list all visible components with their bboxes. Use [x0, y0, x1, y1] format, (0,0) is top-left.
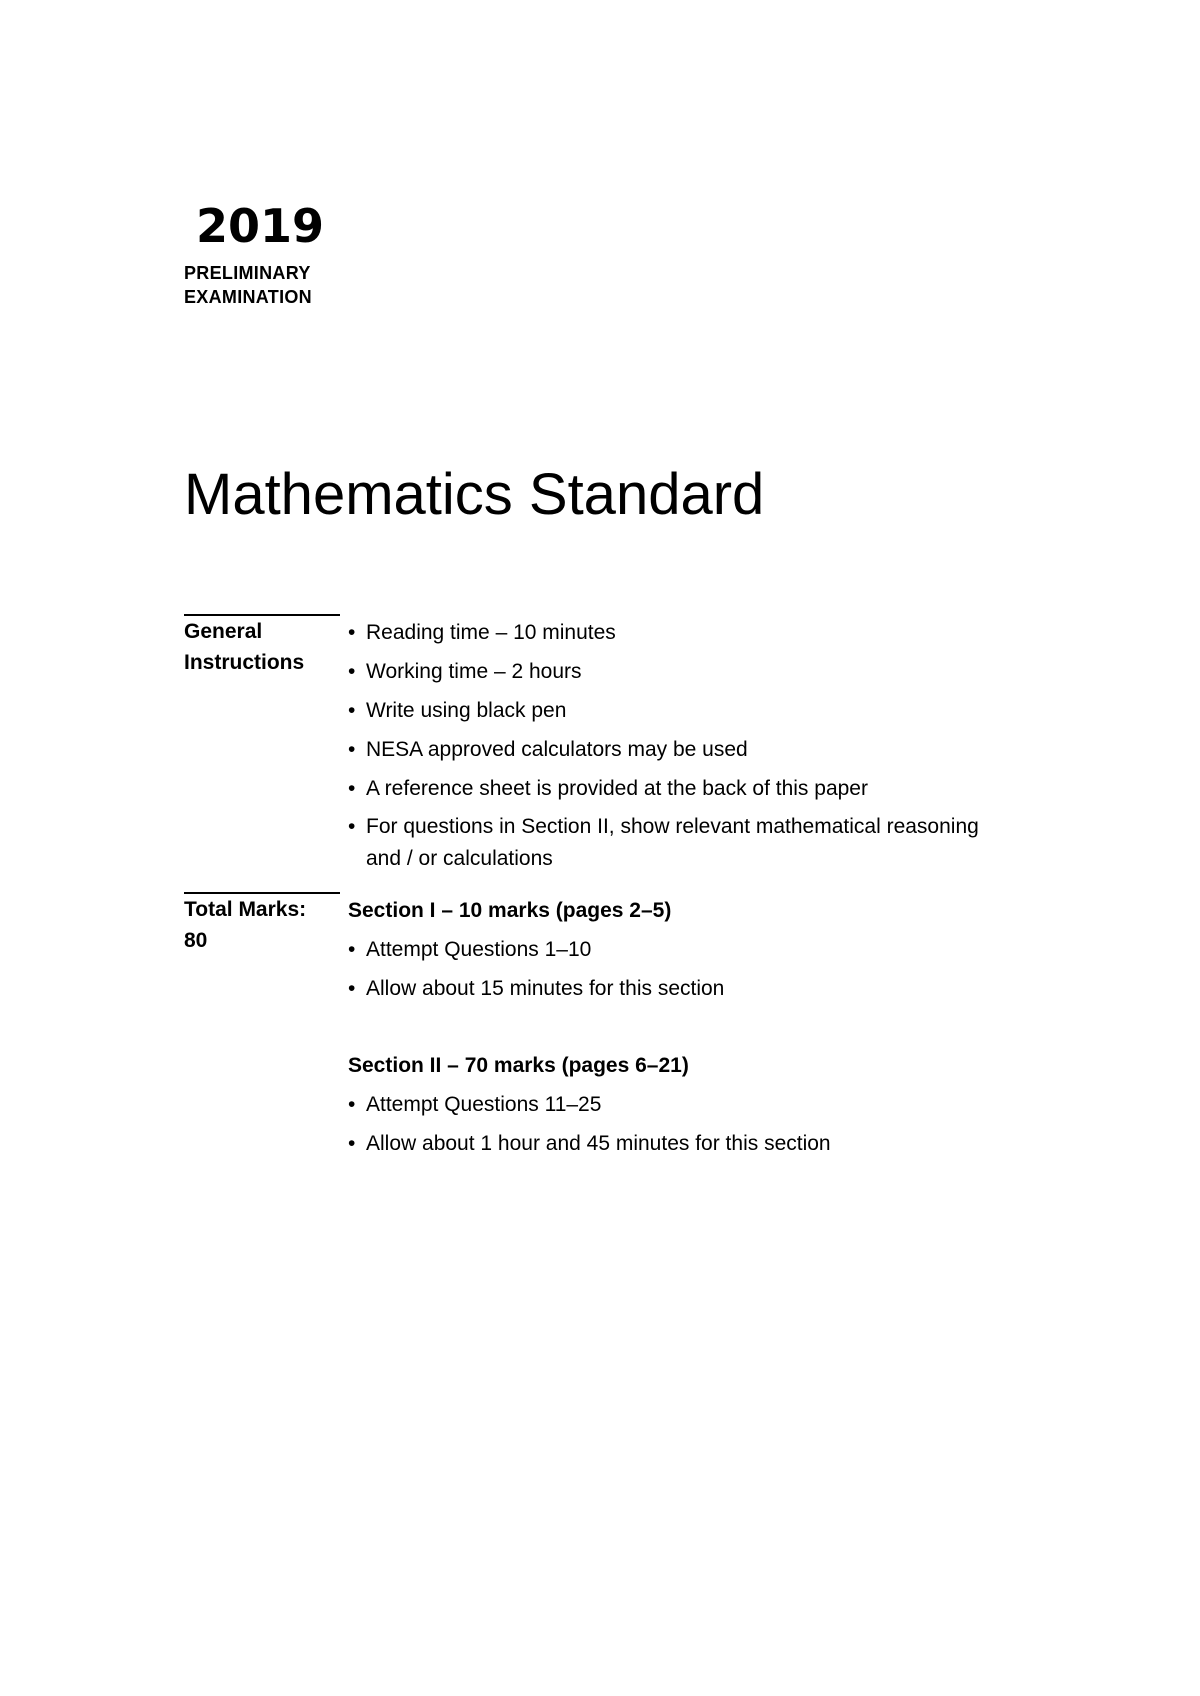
page-title: Mathematics Standard: [184, 462, 765, 527]
list-item-text: Working time – 2 hours: [366, 660, 582, 683]
list-item-text: For questions in Section II, show relevant mathematical reasoning and / or calculations: [366, 815, 979, 870]
list-item-text: Attempt Questions 1–10: [366, 938, 592, 961]
list-item: [348, 772, 988, 805]
exam-type-line-1: PRELIMINARY: [184, 263, 311, 283]
bullet-icon: •: [348, 738, 356, 761]
general-instructions-label-line-1: General: [184, 620, 263, 643]
section-2-heading: Section II – 70 marks (pages 6–21): [348, 1054, 689, 1077]
bullet-icon: •: [348, 1132, 356, 1155]
section-spacer: [348, 1011, 988, 1049]
list-item-text: Allow about 15 minutes for this section: [366, 977, 725, 1000]
list-item: [348, 616, 988, 649]
total-marks-label: [184, 894, 334, 956]
list-item-text: Attempt Questions 11–25: [366, 1093, 602, 1116]
list-item-text: Allow about 1 hour and 45 minutes for this section: [366, 1132, 831, 1155]
general-instructions-label-line-2: Instructions: [184, 651, 305, 674]
total-marks-label-line-1: Total Marks:: [184, 898, 307, 921]
list-item: [348, 694, 988, 727]
list-item-text: NESA approved calculators may be used: [366, 738, 748, 761]
list-item: [348, 1088, 988, 1121]
list-item: [348, 972, 988, 1005]
bullet-icon: •: [348, 1093, 356, 1116]
sections-overview: [348, 894, 988, 1166]
general-instructions-list: [348, 616, 988, 881]
total-marks-value: 80: [184, 929, 208, 952]
section-1-heading: Section I – 10 marks (pages 2–5): [348, 899, 672, 922]
list-item: [348, 733, 988, 766]
bullet-icon: •: [348, 815, 356, 838]
bullet-icon: •: [348, 699, 356, 722]
list-item-text: A reference sheet is provided at the back of this paper: [366, 777, 868, 800]
general-instructions-label: [184, 616, 334, 678]
list-item-text: Reading time – 10 minutes: [366, 621, 616, 644]
bullet-icon: •: [348, 938, 356, 961]
exam-year: 2019: [196, 199, 325, 253]
bullet-icon: •: [348, 660, 356, 683]
list-item: [348, 933, 988, 966]
bullet-icon: •: [348, 777, 356, 800]
list-item-text: Write using black pen: [366, 699, 567, 722]
bullet-icon: •: [348, 977, 356, 1000]
exam-type-line-2: EXAMINATION: [184, 287, 312, 307]
list-item: [348, 811, 988, 875]
list-item: [348, 655, 988, 688]
bullet-icon: •: [348, 621, 356, 644]
list-item: [348, 1127, 988, 1160]
